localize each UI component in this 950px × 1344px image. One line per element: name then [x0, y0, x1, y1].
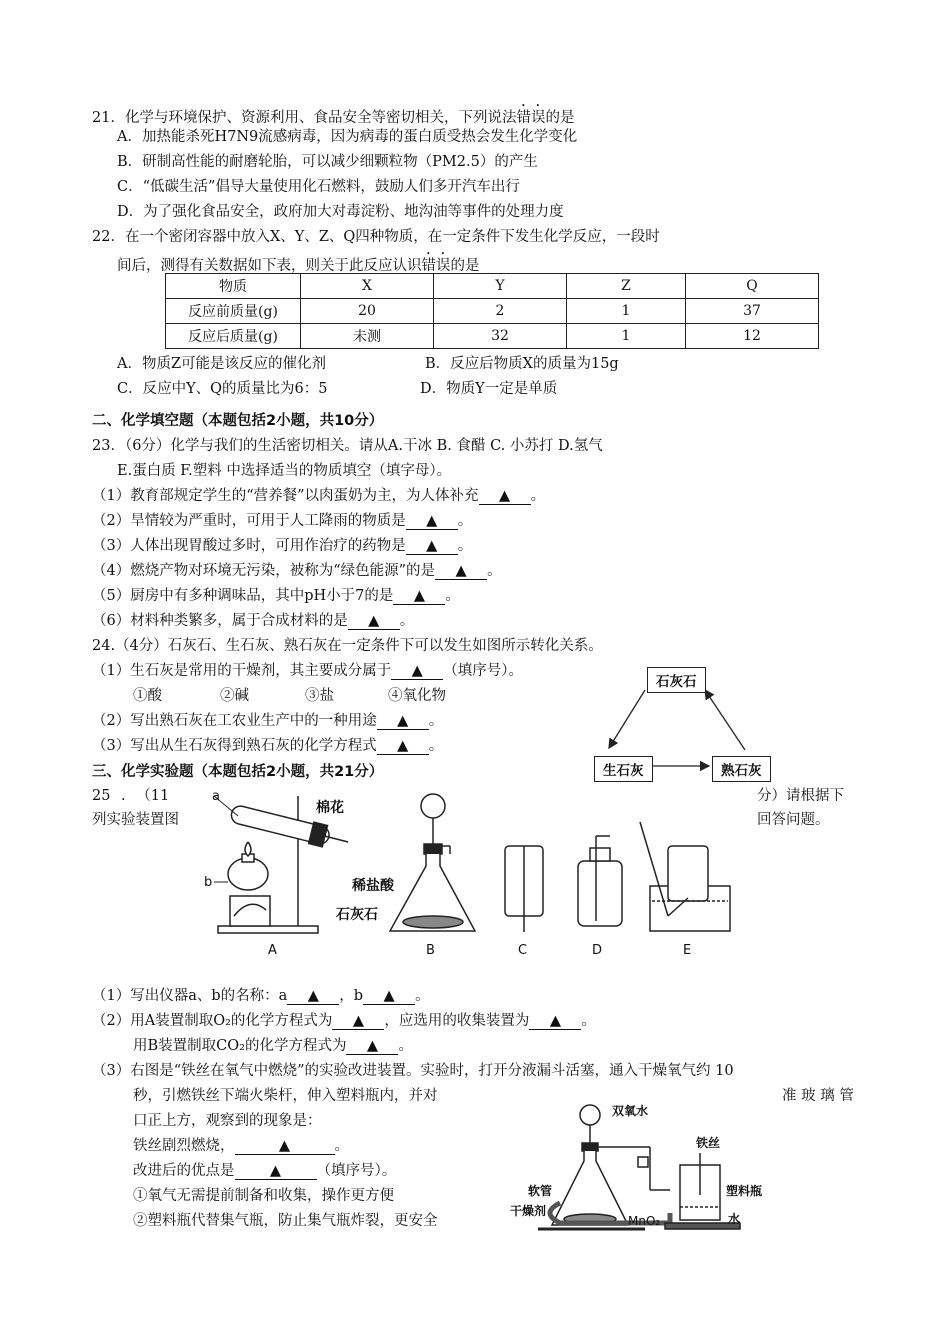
q24-item-3: （3）写出从生石灰得到熟石灰的化学方程式 ▲ 。: [92, 738, 444, 754]
q24-stem: 24.（4分）石灰石、生石灰、熟石灰在一定条件下可以发生如图所示转化关系。: [92, 638, 603, 654]
answer-blank[interactable]: ▲: [346, 1038, 398, 1055]
answer-blank[interactable]: ▲: [235, 1138, 335, 1155]
label-acid: 稀盐酸: [352, 878, 394, 894]
q25-item-3-line2b: 准 玻 璃 管: [782, 1088, 854, 1104]
q25-stem-left-2: 列实验装置图: [92, 812, 179, 828]
q24-choice-3: ③盐: [305, 688, 334, 704]
q25-item-1: （1）写出仪器a、b的名称：a ▲ ，b ▲ 。: [92, 988, 430, 1004]
table-row: [166, 299, 819, 324]
label-b: b: [204, 875, 213, 890]
q23-item-2: （2）旱情较为严重时，可用于人工降雨的物质是 ▲ 。: [92, 513, 473, 529]
q25-item-2b: 用B装置制取CO₂的化学方程式为 ▲ 。: [133, 1038, 413, 1054]
q23-item-3: （3）人体出现胃酸过多时，可用作治疗的药物是 ▲ 。: [92, 538, 473, 554]
q25-stem-left-1: 25 . （11: [92, 788, 170, 804]
q25-stem-right-2: 回答问题。: [757, 812, 830, 828]
q24-choice-4: ④氧化物: [388, 688, 446, 704]
answer-blank[interactable]: ▲: [435, 563, 487, 580]
q23-stem-2: E.蛋白质 F.塑料 中选择适当的物质填空（填字母）。: [117, 463, 452, 479]
iron-wire-apparatus: [500, 1095, 775, 1240]
table-cell: Y: [434, 274, 567, 299]
q23-item-6: （6）材料种类繁多，属于合成材料的是 ▲ 。: [92, 613, 415, 629]
table-header-row: [166, 274, 819, 299]
table-cell: Q: [686, 274, 819, 299]
apparatus-d: [578, 836, 622, 926]
q25-item-3-opt2: ②塑料瓶代替集气瓶，防止集气瓶炸裂，更安全: [133, 1213, 438, 1229]
q21-option-c[interactable]: C．“低碳生活”倡导大量使用化石燃料，鼓励人们多开汽车出行: [117, 179, 520, 195]
q23-item-4: （4）燃烧产物对环境无污染，被称为“绿色能源”的是 ▲ 。: [92, 563, 502, 579]
q21-stem: 21．化学与环境保护、资源利用、食品安全等密切相关，下列说法错误的是: [92, 110, 575, 126]
q21-option-a[interactable]: A．加热能杀死H7N9流感病毒，因为病毒的蛋白质受热会发生化学变化: [117, 129, 578, 145]
answer-blank[interactable]: ▲: [479, 488, 531, 505]
answer-blank[interactable]: ▲: [529, 1013, 581, 1030]
table-cell: 未测: [301, 324, 434, 349]
q21-option-d[interactable]: D．为了强化食品安全，政府加大对毒淀粉、地沟油等事件的处理力度: [117, 204, 564, 220]
apparatus-figure: [200, 786, 740, 961]
arrow-line: [705, 690, 745, 750]
table-cell: 反应前质量(g): [166, 299, 301, 324]
q25-item-2: （2）用A装置制取O₂的化学方程式为 ▲ ，应选用的收集装置为 ▲ 。: [92, 1013, 596, 1029]
q22-option-c[interactable]: C．反应中Y、Q的质量比为6：5: [117, 381, 328, 397]
label-water: 水: [728, 1212, 741, 1226]
q25-item-3: （3）右图是“铁丝在氧气中燃烧”的实验改进装置。实验时，打开分液漏斗活塞，通入干燥氧气约 10: [92, 1063, 734, 1079]
table-cell: 32: [434, 324, 567, 349]
q23-item-1: （1）教育部规定学生的“营养餐”以肉蛋奶为主，为人体补充 ▲ 。: [92, 488, 546, 504]
label-a: a: [212, 789, 220, 804]
table-cell: 反应后质量(g): [166, 324, 301, 349]
q25-item-3-opt1: ①氧气无需提前制备和收集，操作更方便: [133, 1188, 394, 1204]
answer-blank[interactable]: ▲: [287, 988, 339, 1005]
table-cell: 12: [686, 324, 819, 349]
q22-option-b[interactable]: B．反应后物质X的质量为15g: [425, 356, 619, 372]
label-hose: 软管: [528, 1184, 553, 1198]
q23-item-5: （5）厨房中有多种调味品，其中pH小于7的是 ▲ 。: [92, 588, 460, 604]
apparatus-c: [505, 846, 543, 932]
q23-stem: 23．（6分）化学与我们的生活密切相关。请从A.干冰 B. 食醋 C. 小苏打 D.氢气: [92, 438, 603, 454]
q22-stem-2: 间后，测得有关数据如下表，则关于此反应认识错误的是: [117, 258, 480, 274]
table-cell: 2: [434, 299, 567, 324]
answer-blank[interactable]: ▲: [348, 613, 400, 630]
answer-blank[interactable]: ▲: [391, 663, 443, 680]
label-limestone: 石灰石: [336, 907, 378, 923]
diagram-node-slaked-lime: 熟石灰: [712, 756, 771, 782]
label-A: A: [268, 943, 277, 958]
label-B: B: [426, 943, 435, 958]
arrow-line: [609, 690, 645, 748]
answer-blank[interactable]: ▲: [377, 738, 429, 755]
diagram-node-quicklime: 生石灰: [594, 756, 653, 782]
diagram-node-limestone: 石灰石: [647, 667, 706, 693]
q25-item-3-line3: 口正上方，观察到的现象是：: [133, 1113, 322, 1129]
table-cell: 1: [567, 324, 686, 349]
table-cell: 物质: [166, 274, 301, 299]
q22-option-d[interactable]: D．物质Y一定是单质: [420, 381, 558, 397]
q22-option-a[interactable]: A．物质Z可能是该反应的催化剂: [117, 356, 327, 372]
apparatus-b: [390, 794, 475, 931]
label-D: D: [592, 943, 603, 958]
q25-item-3-line5: 改进后的优点是 ▲ （填序号）。: [133, 1163, 397, 1179]
label-E: E: [683, 943, 692, 958]
label-mno2: MnO₂: [628, 1214, 661, 1228]
q24-choice-1: ①酸: [133, 688, 162, 704]
answer-blank[interactable]: ▲: [406, 513, 458, 530]
section-3-heading: 三、化学实验题（本题包括2小题，共21分）: [92, 764, 384, 780]
table-cell: 1: [567, 299, 686, 324]
section-2-heading: 二、化学填空题（本题包括2小题，共10分）: [92, 413, 384, 429]
label-cotton: 棉花: [316, 800, 344, 816]
label-desiccant: 干燥剂: [510, 1204, 547, 1218]
label-iron-wire: 铁丝: [696, 1136, 721, 1150]
q24-choice-2: ②碱: [220, 688, 249, 704]
answer-blank[interactable]: ▲: [377, 713, 429, 730]
label-C: C: [518, 943, 528, 958]
table-cell: 37: [686, 299, 819, 324]
q25-stem-right-1: 分）请根据下: [757, 788, 844, 804]
answer-blank[interactable]: ▲: [235, 1163, 317, 1180]
answer-blank[interactable]: ▲: [332, 1013, 384, 1030]
table-row: [166, 324, 819, 349]
q25-item-3-line4: 铁丝剧烈燃烧， ▲ 。: [133, 1138, 349, 1154]
label-h2o2: 双氧水: [612, 1104, 649, 1118]
q24-item-2: （2）写出熟石灰在工农业生产中的一种用途 ▲ 。: [92, 713, 444, 729]
q24-item-1: （1）生石灰是常用的干燥剂，其主要成分属于 ▲ （填序号）。: [92, 663, 523, 679]
q22-stem: 22．在一个密闭容器中放入X、Y、Z、Q四种物质，在一定条件下发生化学反应，一段时: [92, 229, 660, 245]
table-cell: 20: [301, 299, 434, 324]
answer-blank[interactable]: ▲: [406, 538, 458, 555]
q22-data-table: [165, 273, 819, 349]
label-plastic-bottle: 塑料瓶: [726, 1184, 763, 1198]
answer-blank[interactable]: ▲: [363, 988, 415, 1005]
apparatus-e: [640, 822, 730, 931]
apparatus-a: [214, 796, 351, 933]
table-cell: X: [301, 274, 434, 299]
answer-blank[interactable]: ▲: [393, 588, 445, 605]
q21-option-b[interactable]: B．研制高性能的耐磨轮胎，可以减少细颗粒物（PM2.5）的产生: [117, 154, 538, 170]
q25-item-3-line2: 秒，引燃铁丝下端火柴杆，伸入塑料瓶内，并对: [133, 1088, 438, 1104]
table-cell: Z: [567, 274, 686, 299]
